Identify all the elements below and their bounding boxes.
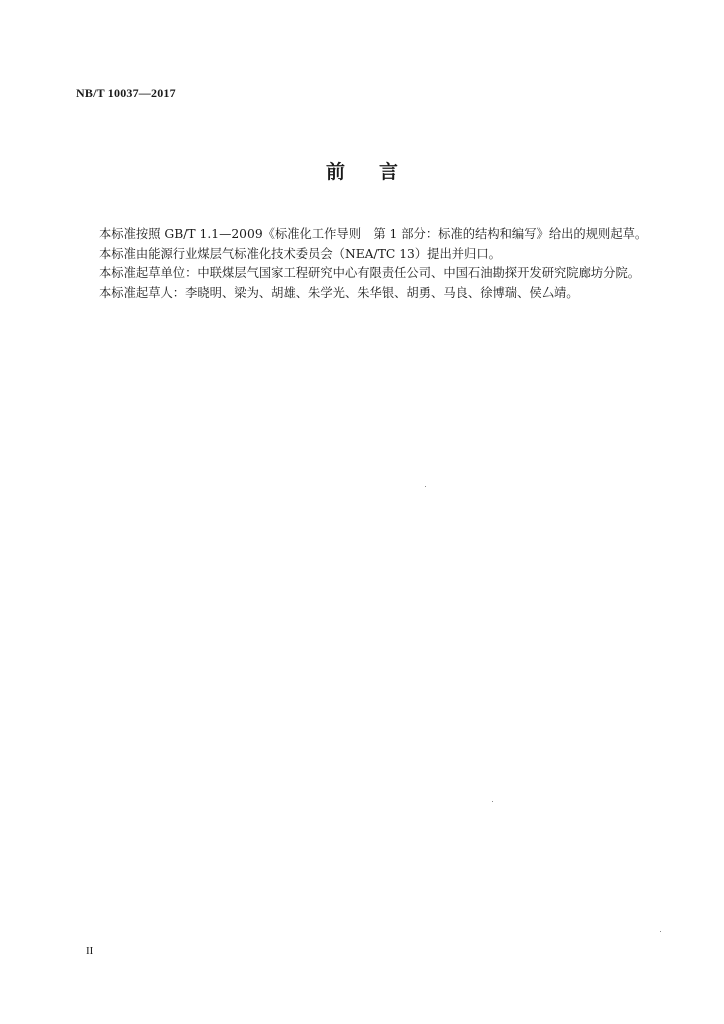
paragraph-drafting-units: 本标准起草单位：中联煤层气国家工程研究中心有限责任公司、中国石油勘探开发研究院廊坊分院。 [99,266,641,280]
paragraph-drafters: 本标准起草人：李晓明、梁为、胡雄、朱学光、朱华银、胡勇、马良、徐博瑞、侯厶靖。 [99,285,579,300]
scan-speck [660,931,661,932]
scan-speck [492,801,493,802]
document-code: NB/T 10037—2017 [76,86,176,100]
page-number: II [86,945,94,957]
section-title-foreword: 前言 [325,161,432,183]
foreword-body [99,225,679,303]
scan-speck [425,486,426,487]
paragraph-drafting-rules: 本标准按照 GB/T 1.1—2009《标准化工作导则 第 1 部分：标准的结构和编写》给出的规则起草。 [99,227,648,241]
paragraph-proposer: 本标准由能源行业煤层气标准化技术委员会（NEA/TC 13）提出并归口。 [99,246,501,261]
